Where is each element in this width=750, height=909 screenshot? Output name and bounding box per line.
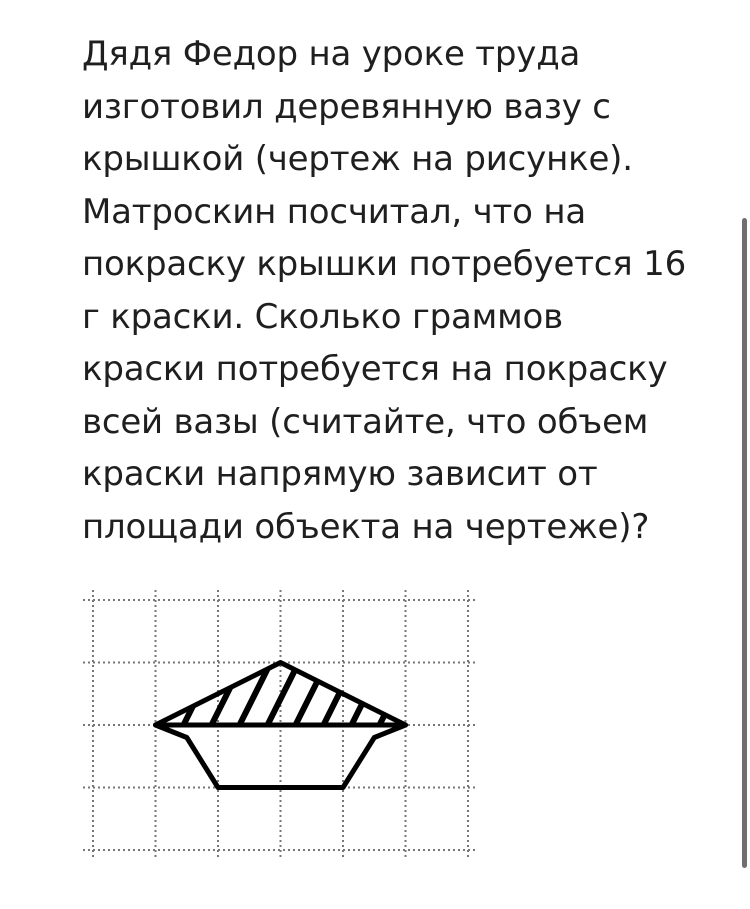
problem-line: крышкой (чертеж на рисунке).	[82, 139, 633, 179]
scrollbar[interactable]	[742, 218, 747, 868]
problem-line: площади объекта на чертеже)?	[82, 506, 650, 547]
problem-line: Матроскин посчитал, что на	[82, 191, 586, 232]
hatch-line	[407, 622, 487, 782]
problem-line: краски напрямую зависит от	[82, 454, 598, 494]
problem-line: г краски. Сколько граммов	[82, 296, 563, 337]
problem-line: изготовил деревянную вазу с	[82, 86, 611, 127]
problem-line: всей вазы (считайте, что объем	[82, 401, 649, 442]
hatch-line	[435, 622, 490, 782]
hatch-line	[99, 622, 179, 782]
lid-hatching	[75, 622, 490, 782]
problem-text	[82, 28, 692, 553]
problem-line: Дядя Федор на уроке труда	[82, 34, 581, 74]
vase-drawing	[75, 582, 490, 872]
hatch-line	[379, 622, 459, 782]
problem-line: краски потребуется на покраску	[82, 349, 668, 389]
hatch-line	[75, 622, 151, 782]
hatch-line	[75, 622, 123, 782]
hatch-line	[127, 622, 207, 782]
problem-line: покраску крышки потребуется 16	[82, 244, 687, 284]
